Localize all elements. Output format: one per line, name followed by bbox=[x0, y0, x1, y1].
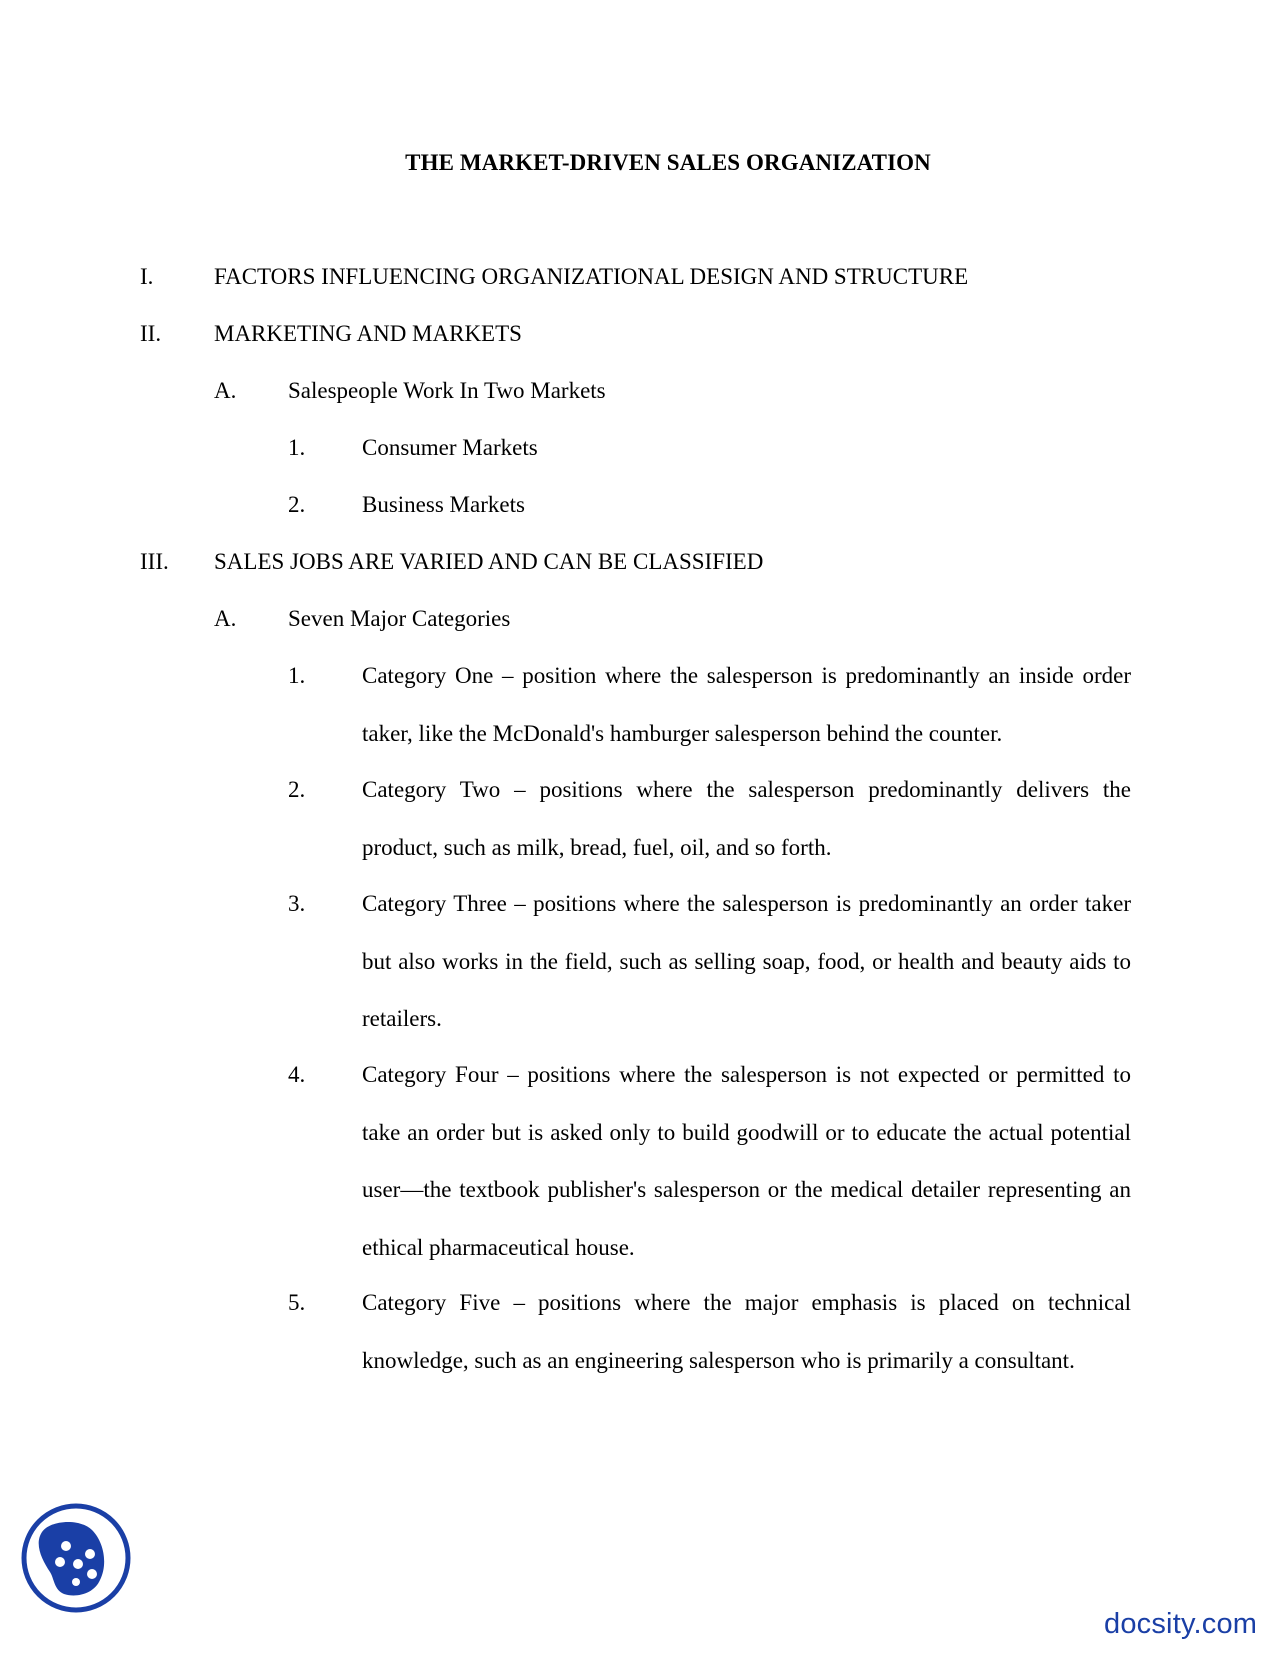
outline-marker: 2. bbox=[288, 777, 306, 802]
docsity-logo-icon[interactable] bbox=[20, 1502, 132, 1614]
outline-marker: A. bbox=[214, 606, 237, 631]
outline-marker: I. bbox=[140, 264, 154, 289]
brand-link[interactable]: docsity.com bbox=[1104, 1608, 1258, 1640]
outline-heading: SALES JOBS ARE VARIED AND CAN BE CLASSIFIED bbox=[214, 549, 764, 574]
outline-marker: III. bbox=[140, 549, 169, 574]
outline-subheading: Salespeople Work In Two Markets bbox=[288, 378, 606, 403]
outline-text: Consumer Markets bbox=[362, 435, 538, 460]
outline-paragraph: Category Four – positions where the salesperson is not expected or permitted to take an order but is asked only to build goodwill or to educate the actual potential user—the textbook publisher's salesperson or the medical detailer representing an ethical pharmaceutical house. bbox=[362, 1062, 1131, 1260]
outline-text: Business Markets bbox=[362, 492, 525, 517]
outline-heading: MARKETING AND MARKETS bbox=[214, 321, 522, 346]
outline-paragraph: Category Three – positions where the salesperson is predominantly an order taker but also works in the field, such as selling soap, food, or health and beauty aids to retailers. bbox=[362, 891, 1131, 1031]
page-title: THE MARKET-DRIVEN SALES ORGANIZATION bbox=[405, 150, 931, 175]
outline-marker: 4. bbox=[288, 1062, 306, 1087]
outline-paragraph: Category Two – positions where the salesperson predominantly delivers the product, such as milk, bread, fuel, oil, and so forth. bbox=[362, 777, 1131, 860]
outline-marker: 1. bbox=[288, 435, 306, 460]
outline-heading: FACTORS INFLUENCING ORGANIZATIONAL DESIGN AND STRUCTURE bbox=[214, 264, 969, 289]
outline-marker: 1. bbox=[288, 663, 306, 688]
outline-paragraph: Category Five – positions where the major emphasis is placed on technical knowledge, such as an engineering salesperson who is primarily a consultant. bbox=[362, 1290, 1131, 1373]
outline-marker: A. bbox=[214, 378, 237, 403]
outline-marker: II. bbox=[140, 321, 162, 346]
outline-paragraph: Category One – position where the salesperson is predominantly an inside order taker, like the McDonald's hamburger salesperson behind the counter. bbox=[362, 663, 1131, 746]
outline-marker: 5. bbox=[288, 1290, 306, 1315]
outline-marker: 2. bbox=[288, 492, 306, 517]
outline-subheading: Seven Major Categories bbox=[288, 606, 511, 631]
outline-marker: 3. bbox=[288, 891, 306, 916]
